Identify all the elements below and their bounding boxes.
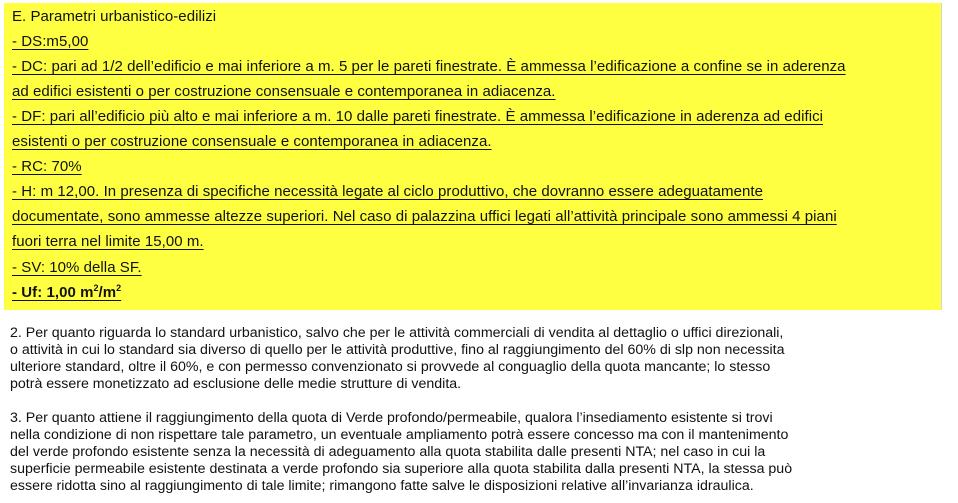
param-h-line-2: documentate, sono ammesse altezze superiori. Nel caso di palazzina uffici legati all’attività principale sono ammessi 4 piani: [12, 208, 837, 225]
param-dc-line-2: ad edifici esistenti o per costruzione consensuale e contemporanea in adiacenza.: [12, 83, 556, 100]
param-uf-prefix: - Uf: 1,00 m: [12, 284, 94, 301]
param-dc-line-1: - DC: pari ad 1/2 dell’edificio e mai inferiore a m. 5 per le pareti finestrate. È ammessa l’edificazione a confine se in aderenza: [12, 58, 846, 75]
paragraph-3-line-4: superficie permeabile esistente destinata a verde profondo sia superiore alla quota stabilita dalla presenti NTA, la stessa può: [10, 461, 793, 477]
param-df-line-1: - DF: pari all’edificio più alto e mai inferiore a m. 10 dalle pareti finestrate. È ammessa l’edificazione in aderenza ad edifici: [12, 108, 824, 125]
param-uf-mid: /m: [98, 284, 117, 301]
param-rc: - RC: 70%: [12, 158, 82, 175]
highlighted-parameters-box: [4, 3, 942, 310]
paragraph-3-line-3: del verde profondo esistente senza la necessità di adeguamento alla quota stabilita dalle presenti NTA; nel caso in cui la: [10, 444, 766, 460]
section-heading: E. Parametri urbanistico-edilizi: [12, 8, 217, 25]
paragraph-3-line-5: essere ridotta sino al raggiungimento di tale limite; rimangono fatte salve le disposizioni relative all’invarianza idraulica.: [10, 478, 754, 494]
paragraph-2-line-1: 2. Per quanto riguarda lo standard urbanistico, salvo che per le attività commerciali di vendita al dettaglio o uffici direzionali,: [10, 325, 784, 341]
param-ds: - DS:m5,00: [12, 33, 89, 50]
param-uf: [12, 284, 121, 302]
paragraph-3-line-1: 3. Per quanto attiene il raggiungimento della quota di Verde profondo/permeabile, qualora l’insediamento esistente si trovi: [10, 410, 773, 426]
param-uf-sup-2: 2: [116, 283, 122, 293]
param-uf-sup-1: 2: [93, 283, 99, 293]
paragraph-2-line-4: potrà essere monetizzato ad esclusione delle medie strutture di vendita.: [10, 376, 462, 392]
param-h-line-3: fuori terra nel limite 15,00 m.: [12, 233, 204, 250]
param-df-line-2: esistenti o per costruzione consensuale e contemporanea in adiacenza.: [12, 133, 492, 150]
paragraph-2-line-2: o attività in cui lo standard sia diverso di quello per le attività produttive, fino al raggiungimento del 60% di slp non necessita: [10, 342, 785, 358]
param-sv: - SV: 10% della SF.: [12, 259, 142, 276]
paragraph-3-line-2: nella condizione di non rispettare tale parametro, un eventuale ampliamento potrà essere concesso ma con il mantenimento: [10, 427, 789, 443]
paragraph-2-line-3: ulteriore standard, oltre il 60%, e con permesso convenzionato si provvede al conguaglio della quota mancante; lo stesso: [10, 359, 771, 375]
param-h-line-1: - H: m 12,00. In presenza di specifiche necessità legate al ciclo produttivo, che dovranno essere adeguatamente: [12, 183, 763, 200]
